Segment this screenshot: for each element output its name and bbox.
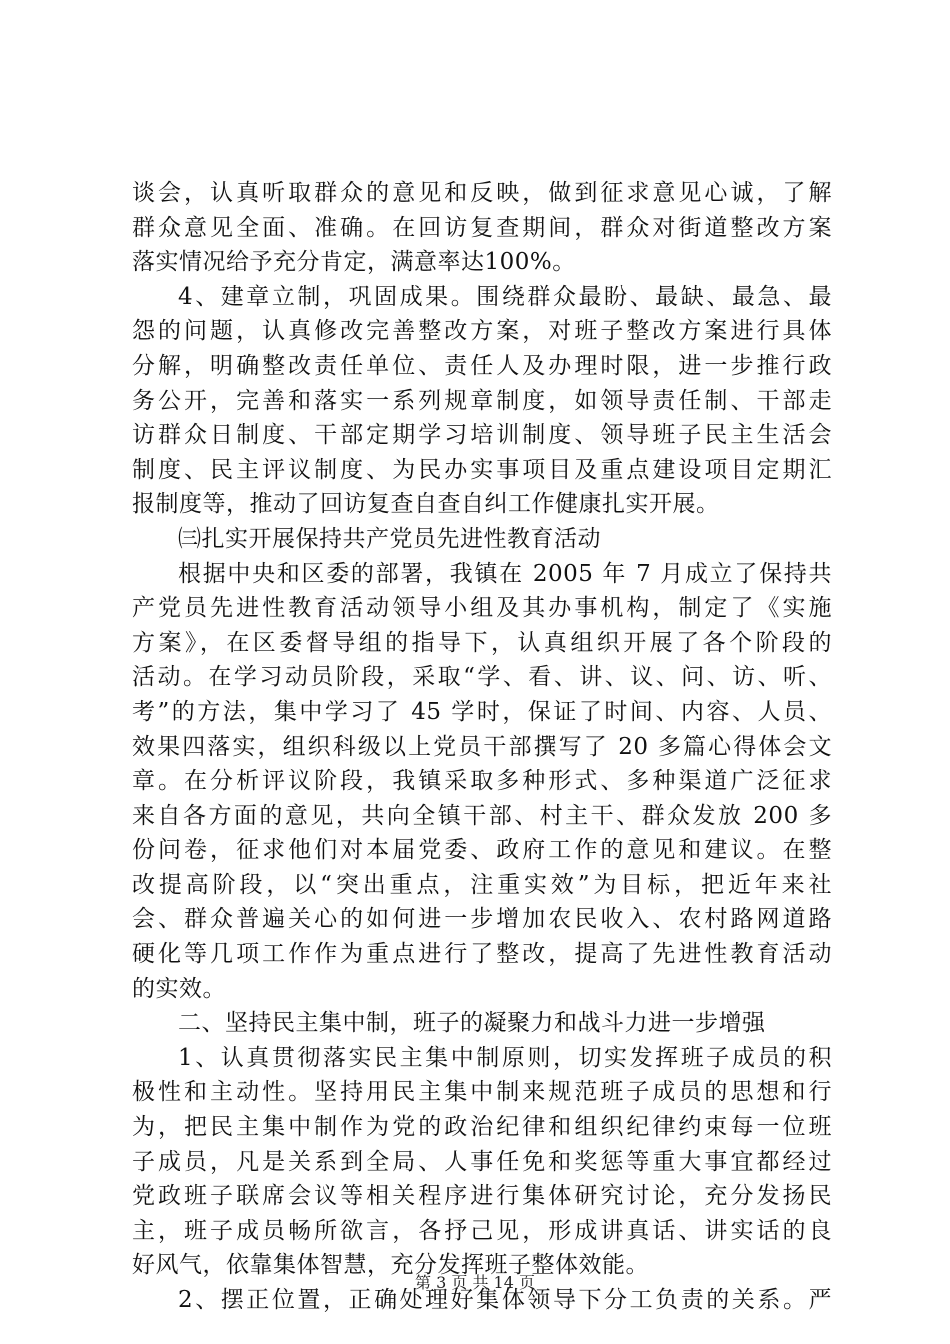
section-heading: 二、坚持民主集中制，班子的凝聚力和战斗力进一步增强 (178, 1010, 766, 1037)
document-body (132, 176, 832, 1318)
text-line: 来自各方面的意见，共向全镇干部、村主干、群众发放 200 多 (132, 802, 832, 829)
text-line: 子成员，凡是关系到全局、人事任免和奖惩等重大事宜都经过 (132, 1148, 832, 1175)
text-line: 改提高阶段，以“突出重点，注重实效”为目标，把近年来社 (132, 871, 832, 898)
text-line: 为，把民主集中制作为党的政治纪律和组织纪律约束每一位班 (132, 1114, 832, 1141)
text-line: 硬化等几项工作作为重点进行了整改，提高了先进性教育活动 (132, 941, 832, 968)
text-line: 访群众日制度、干部定期学习培训制度、领导班子民主生活会 (132, 422, 832, 449)
text-line: 份问卷，征求他们对本届党委、政府工作的意见和建议。在整 (132, 837, 832, 864)
paragraph-start-line: 根据中央和区委的部署，我镇在 2005 年 7 月成立了保持共 (178, 560, 832, 587)
paragraph-start-line: 2、摆正位置，正确处理好集体领导下分工负责的关系。严 (178, 1287, 832, 1313)
text-line: 报制度等，推动了回访复查自查自纠工作健康扎实开展。 (132, 491, 720, 518)
section-heading: ㈢扎实开展保持共产党员先进性教育活动 (178, 525, 601, 552)
text-line: 产党员先进性教育活动领导小组及其办事机构，制定了《实施 (132, 595, 832, 622)
text-line: 主，班子成员畅所欲言，各抒己见，形成讲真话、讲实话的良 (132, 1217, 832, 1244)
text-line: 群众意见全面、准确。在回访复查期间，群众对街道整改方案 (132, 214, 832, 241)
paragraph-start-line: 4、建章立制，巩固成果。围绕群众最盼、最缺、最急、最 (178, 283, 832, 310)
text-line: 的实效。 (132, 975, 226, 1002)
text-line: 活动。在学习动员阶段，采取“学、看、讲、议、问、访、听、 (132, 664, 832, 691)
text-line: 分解，明确整改责任单位、责任人及办理时限，进一步推行政 (132, 352, 832, 379)
text-line: 务公开，完善和落实一系列规章制度，如领导责任制、干部走 (132, 387, 832, 414)
text-line: 考”的方法，集中学习了 45 学时，保证了时间、内容、人员、 (132, 698, 832, 725)
text-line: 制度、民主评议制度、为民办实事项目及重点建设项目定期汇 (132, 456, 832, 483)
text-line: 极性和主动性。坚持用民主集中制来规范班子成员的思想和行 (132, 1079, 832, 1106)
text-line: 会、群众普遍关心的如何进一步增加农民收入、农村路网道路 (132, 906, 832, 933)
text-line: 方案》，在区委督导组的指导下，认真组织开展了各个阶段的 (132, 629, 832, 656)
text-line: 好风气，依靠集体智慧，充分发挥班子整体效能。 (132, 1252, 649, 1279)
text-line: 怨的问题，认真修改完善整改方案，对班子整改方案进行具体 (132, 318, 832, 345)
text-line: 谈会，认真听取群众的意见和反映，做到征求意见心诚，了解 (132, 180, 832, 206)
text-line: 效果四落实，组织科级以上党员干部撰写了 20 多篇心得体会文 (132, 733, 832, 760)
text-line: 党政班子联席会议等相关程序进行集体研究讨论，充分发扬民 (132, 1183, 832, 1210)
text-line: 章。在分析评议阶段，我镇采取多种形式、多种渠道广泛征求 (132, 768, 832, 795)
paragraph-start-line: 1、认真贯彻落实民主集中制原则，切实发挥班子成员的积 (178, 1044, 832, 1071)
text-line: 落实情况给予充分肯定，满意率达100%。 (132, 249, 576, 276)
page-footer: 第 3 页 共 14 页 (415, 1273, 535, 1292)
